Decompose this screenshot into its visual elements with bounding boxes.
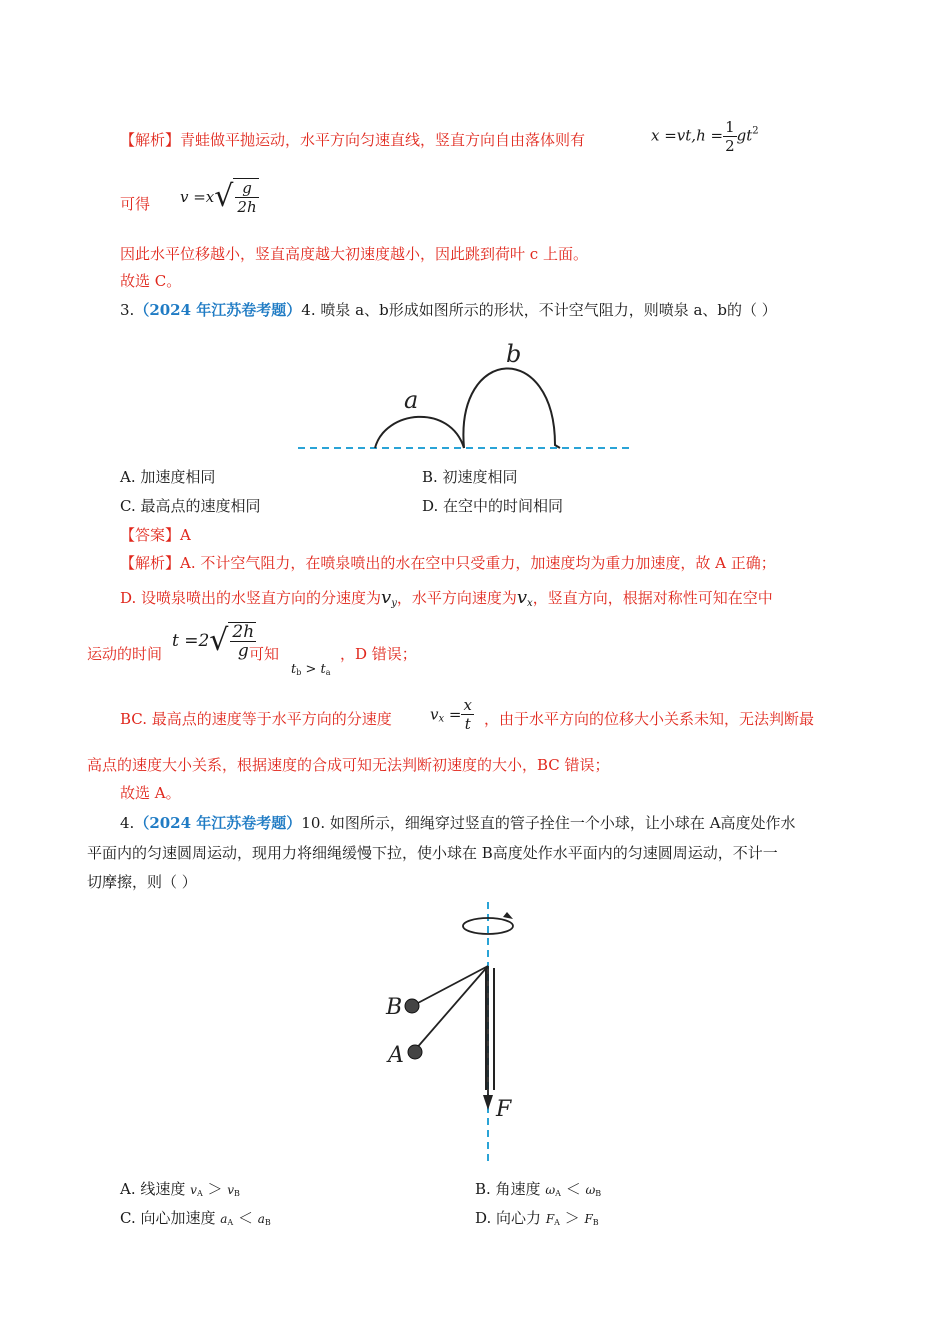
q3-analysis-d2-pre: 运动的时间: [87, 645, 163, 663]
fountain-b-label: b: [506, 340, 522, 368]
q3-vx-formula: $v_x$ = $\frac{x}{t}$: [430, 696, 472, 733]
q3-analysis-d2-post: ，D 错误；: [340, 645, 417, 663]
analysis-line-1: [120, 130, 585, 150]
question-source: （2024 年江苏卷考题）: [134, 814, 302, 832]
formula-2: v =x√ $\frac{g}{2h}$: [180, 179, 257, 216]
q3-analysis-bc1-post: ，由于水平方向的位移大小关系未知，无法判断最: [484, 710, 815, 728]
ball-a-label: A: [388, 1043, 404, 1068]
question-source: （2024 年江苏卷考题）: [134, 301, 302, 319]
analysis-text: 青蛙做平抛运动，水平方向匀速直线，竖直方向自由落体则有: [180, 131, 586, 149]
q3-analysis-bc1-pre: BC. 最高点的速度等于水平方向的分速度: [120, 710, 392, 728]
question-4-stem-2: 平面内的匀速圆周运动，现用力将细绳缓慢下拉，使小球在 B高度处作水平面内的匀速圆周运动，不计一: [87, 844, 778, 862]
choose-c: 故选 C。: [120, 272, 182, 290]
q3-option-c[interactable]: C. 最高点的速度相同: [120, 497, 261, 515]
string-to-a: [415, 966, 488, 1050]
q4-option-c[interactable]: C. 向心加速度 aA ＜ aB: [120, 1209, 271, 1227]
q3-analysis-bc2: 高点的速度大小关系，根据速度的合成可知无法判断初速度的大小，BC 错误；: [87, 756, 610, 774]
q4-option-d[interactable]: D. 向心力 FA ＞ FB: [475, 1209, 599, 1227]
rotation-arrowhead-icon: [503, 912, 513, 919]
fountain-figure: [290, 335, 640, 460]
fountain-a-label: a: [404, 386, 419, 414]
ball-b: [405, 999, 419, 1013]
conclusion: 因此水平位移越小，竖直高度越大初速度越小，因此跳到荷叶 c 上面。: [120, 245, 588, 263]
kede-label: 可得: [120, 195, 151, 213]
q3-analysis-a: 【解析】A. 不计空气阻力，在喷泉喷出的水在空中只受重力，加速度均为重力加速度，故 A 正确；: [120, 554, 776, 572]
q3-choose: 故选 A。: [120, 784, 181, 802]
q3-time-inequality: tb > ta: [291, 662, 331, 677]
q3-option-b[interactable]: B. 初速度相同: [422, 468, 518, 486]
q3-answer: 【答案】A: [120, 526, 191, 544]
q3-option-a[interactable]: A. 加速度相同: [120, 468, 216, 486]
q3-option-d[interactable]: D. 在空中的时间相同: [422, 497, 564, 515]
question-3-stem: 3.（2024 年江苏卷考题）4. 喷泉 a、b形成如图所示的形状，不计空气阻力，则喷泉 a、b的（ ）: [120, 301, 777, 319]
ball-b-label: B: [386, 995, 403, 1020]
q4-option-a[interactable]: A. 线速度 vA ＞ vB: [120, 1180, 240, 1198]
formula-1: x =vt,h = $\frac{1}{2}$ $gt^2$: [651, 118, 759, 155]
q3-time-formula: t =2√ $\frac{2h}{g}$: [172, 622, 255, 661]
question-4-stem-3: 切摩擦，则（ ）: [87, 873, 197, 891]
string-to-b: [416, 966, 488, 1004]
fountain-a-arc: [375, 417, 464, 448]
pipe-ball-figure: [375, 900, 575, 1168]
analysis-tag: 【解析】: [120, 131, 181, 149]
q3-analysis-d1: D. 设喷泉喷出的水竖直方向的分速度为$v_y$，水平方向速度为$v_x$，竖直方向，根据对称性可知在空中: [120, 587, 773, 609]
fountain-b-arc: [463, 368, 560, 448]
question-4-stem-1: 4.（2024 年江苏卷考题）10. 如图所示，细绳穿过竖直的管子拴住一个小球，让小球在 A高度处作水: [120, 814, 796, 832]
force-arrowhead-icon: [483, 1095, 493, 1110]
q4-option-b[interactable]: B. 角速度 ωA ＜ ωB: [475, 1180, 602, 1198]
force-label: F: [496, 1097, 512, 1122]
ball-a: [408, 1045, 422, 1059]
q3-analysis-d2-mid: 可知: [249, 645, 280, 663]
